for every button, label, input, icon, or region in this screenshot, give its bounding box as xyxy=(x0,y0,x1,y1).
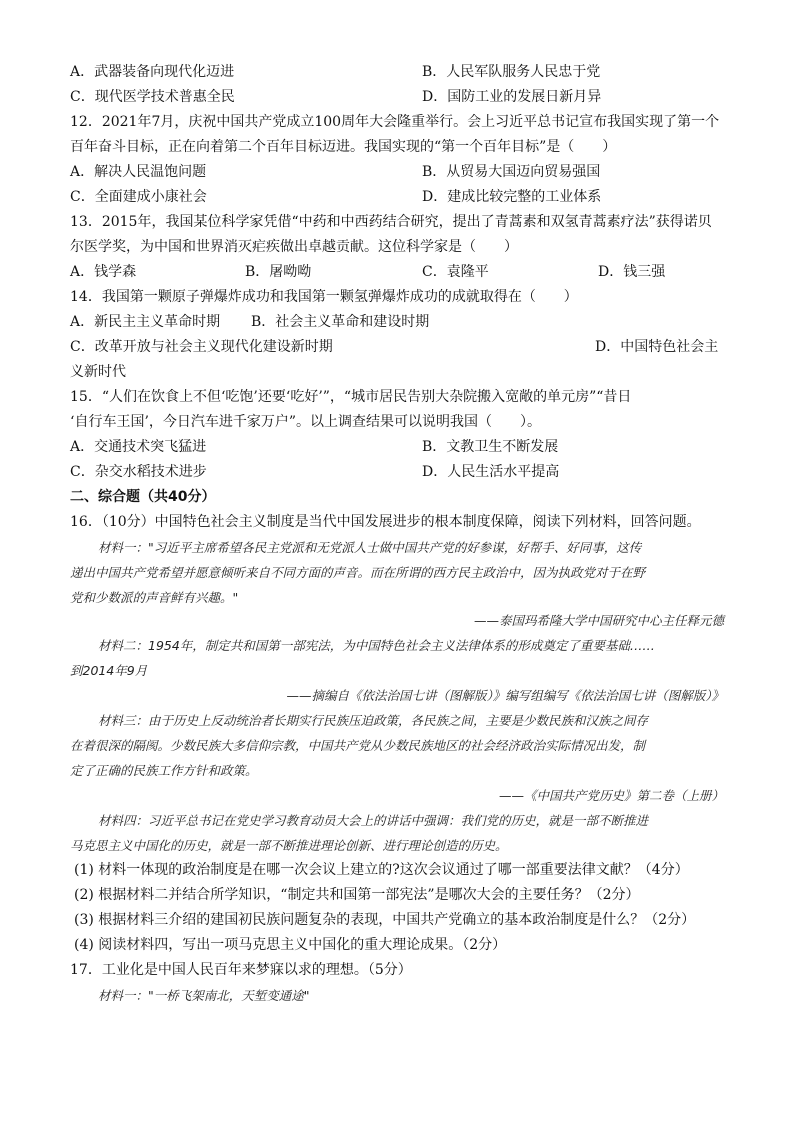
option-row xyxy=(70,160,724,185)
option-row xyxy=(70,435,724,460)
material-4 xyxy=(70,808,724,858)
material-2-source: ——摘编自《依法治国七讲（图解版）》编写组编写《依法治国七讲（图解版）》 xyxy=(286,688,724,703)
question-13-stem: 13．2015年，我国某位科学家凭借“中药和中西药结合研究，提出了青蒿素和双氢青蒿素疗法”获得诺贝 xyxy=(70,214,712,230)
option-c: C．杂交水稻技术进步 xyxy=(70,464,207,480)
material-17-1-line: 材料一："一桥飞架南北，天堑变通途" xyxy=(98,988,310,1003)
question-12-stem-cont: 百年奋斗目标，正在向着第二个百年目标迈进。我国实现的“第一个百年目标”是（ ） xyxy=(70,139,617,155)
question-16-stem: 16．（10分）中国特色社会主义制度是当代中国发展进步的根本制度保障，阅读下列材料，回答问题。 xyxy=(70,514,701,530)
material-1-line: 递出中国共产党希望并愿意倾听来自不同方面的声音。而在所谓的西方民主政治中，因为执政党对于在野 xyxy=(70,565,646,580)
material-1-line: 材料一："习近平主席希望各民主党派和无党派人士做中国共产党的好参谋，好帮手、好同事，这传 xyxy=(98,540,642,555)
option-row xyxy=(70,260,724,285)
material-3-line: 定了正确的民族工作方针和政策。 xyxy=(70,763,258,778)
sub-question-1: (1) 材料一体现的政治制度是在哪一次会议上建立的?这次会议通过了哪一部重要法律文献？（4分） xyxy=(74,862,689,878)
option-d-cont: 义新时代 xyxy=(70,364,126,380)
material-3 xyxy=(70,708,724,783)
question-13-stem-cont: 尔医学奖，为中国和世界消灭疟疾做出卓越贡献。这位科学家是（ ） xyxy=(70,239,518,255)
section-title: 二、综合题（共40分） xyxy=(70,489,216,505)
material-4-line: 材料四：习近平总书记在党史学习教育动员大会上的讲话中强调：我们党的历史，就是一部不断推进 xyxy=(98,813,649,828)
option-b: B．人民军队服务人民忠于党 xyxy=(422,64,601,80)
material-1 xyxy=(70,535,724,610)
question-14-stem: 14．我国第一颗原子弹爆炸成功和我国第一颗氢弹爆炸成功的成就取得在（ ） xyxy=(70,289,578,305)
option-b: B．文教卫生不断发展 xyxy=(422,439,559,455)
option-d: D．钱三强 xyxy=(598,264,666,280)
material-3-line: 在着很深的隔阂。少数民族大多信仰宗教，中国共产党从少数民族地区的社会经济政治实际情况出发，制 xyxy=(70,738,646,753)
option-d: D．建成比较完整的工业体系 xyxy=(422,189,602,205)
question-17-stem: 17．工业化是中国人民百年来梦寐以求的理想。（5分） xyxy=(70,962,412,978)
option-row xyxy=(70,85,724,110)
option-c: C．现代医学技术普惠全民 xyxy=(70,89,235,105)
option-row xyxy=(70,60,724,85)
sub-question-2: (2) 根据材料二并结合所学知识，“制定共和国第一部宪法”是哪次大会的主要任务？（2分） xyxy=(74,887,640,903)
option-a: A．解决人民温饱问题 xyxy=(70,164,207,180)
material-2-line: 材料二：1954年，制定共和国第一部宪法，为中国特色社会主义法律体系的形成奠定了重要基础…… xyxy=(98,638,655,653)
option-row xyxy=(70,460,724,485)
question-15-stem-cont: ‘自行车王国’，今日汽车进千家万户”。以上调查结果可以说明我国（ ）。 xyxy=(70,414,542,430)
material-3-source: ——《中国共产党历史》第二卷（上册） xyxy=(498,788,724,803)
option-b: B．从贸易大国迈向贸易强国 xyxy=(422,164,601,180)
sub-question-3: (3) 根据材料三介绍的建国初民族问题复杂的表现，中国共产党确立的基本政治制度是什么？（2分） xyxy=(74,912,696,928)
option-a: A．武器装备向现代化迈进 xyxy=(70,64,235,80)
material-1-source: ——泰国玛希隆大学中国研究中心主任释元德 xyxy=(473,613,724,628)
material-2 xyxy=(70,633,724,683)
material-2-line: 到2014年9月 xyxy=(70,663,148,678)
option-c: C．全面建成小康社会 xyxy=(70,189,207,205)
material-4-line: 马克思主义中国化的历史，就是一部不断推进理论创新、进行理论创造的历史。 xyxy=(70,838,508,853)
option-c: C．改革开放与社会主义现代化建设新时期 xyxy=(70,339,333,355)
option-a: A．交通技术突飞猛进 xyxy=(70,439,207,455)
sub-question-4: (4) 阅读材料四，写出一项马克思主义中国化的重大理论成果。（2分） xyxy=(74,937,507,953)
option-c: C．袁隆平 xyxy=(422,264,489,280)
option-a: A．新民主主义革命时期 xyxy=(70,314,221,330)
option-a: A．钱学森 xyxy=(70,264,137,280)
material-3-line: 材料三：由于历史上反动统治者长期实行民族压迫政策，各民族之间，主要是少数民族和汉族之间存 xyxy=(98,713,649,728)
option-d: D．人民生活水平提高 xyxy=(422,464,560,480)
option-row xyxy=(70,335,724,360)
option-b: B．社会主义革命和建设时期 xyxy=(251,314,430,330)
option-d: D．中国特色社会主 xyxy=(595,339,719,355)
question-15-stem: 15．“人们在饮食上不但‘吃饱’还要‘吃好’”，“城市居民告别大杂院搬入宽敞的单元房”“昔日 xyxy=(70,389,632,405)
option-d: D．国防工业的发展日新月异 xyxy=(422,89,602,105)
material-17-1 xyxy=(70,983,724,1008)
question-12-stem: 12．2021年7月，庆祝中国共产党成立100周年大会隆重举行。会上习近平总书记宣布我国实现了第一个 xyxy=(70,114,720,130)
material-1-line: 党和少数派的声音鲜有兴趣。" xyxy=(70,590,239,605)
option-row xyxy=(70,310,724,335)
option-row xyxy=(70,185,724,210)
option-b: B．屠呦呦 xyxy=(245,264,312,280)
